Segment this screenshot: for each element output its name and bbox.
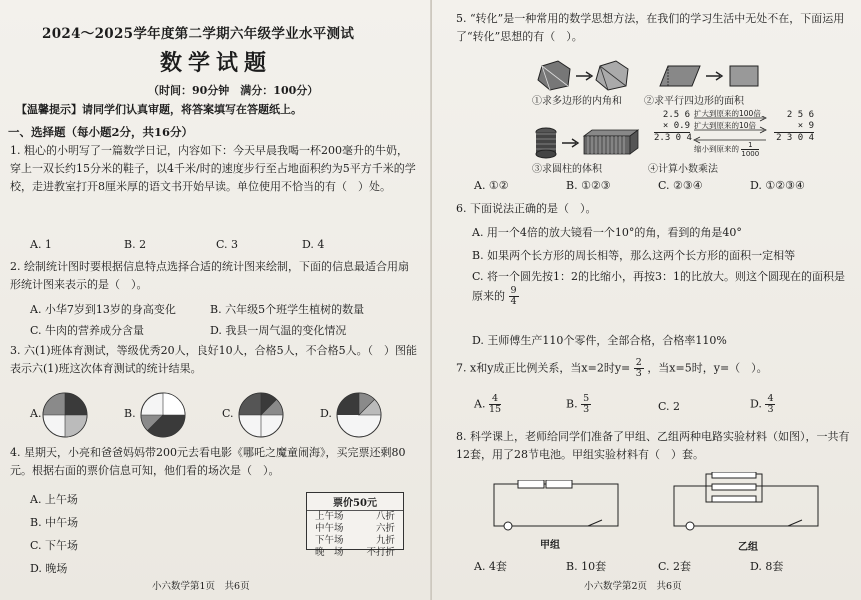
q5-caption-4: ④计算小数乘法 — [648, 164, 718, 175]
tip — [16, 101, 302, 117]
q7-fraction: $\frac{2}{3}$ — [635, 357, 642, 379]
q7-option-c[interactable]: C. 2 — [658, 400, 681, 413]
polygon-icon — [536, 60, 636, 92]
q4-option-a[interactable]: A. 上午场 — [30, 493, 78, 506]
pie-chart-d-icon — [334, 390, 384, 440]
circuit-b-label: 乙组 — [738, 542, 758, 553]
q5-option-a[interactable]: A. ①② — [474, 179, 509, 192]
ticket-row: 中午场 六折 — [315, 523, 395, 534]
question-5: 5. “转化”是一种常用的数学思想方法，在我们的学习生活中无处不在，下面运用了“转化”思想的有（ ）。 — [456, 12, 845, 43]
q1-option-d[interactable]: D. 4 — [302, 238, 325, 251]
q5-caption-3: ③求圆柱的体积 — [532, 164, 602, 175]
q4-option-d[interactable]: D. 晚场 — [30, 562, 68, 575]
question-4: 4. 星期天，小亮和爸爸妈妈带200元去看电影《哪吒之魔童闹海》，买完票还剩80元。根据右面的票价信息可知，他们看的场次是（ ）。 — [10, 446, 406, 477]
ticket-price-box — [306, 492, 404, 558]
q1-option-b[interactable]: B. 2 — [124, 238, 147, 251]
q3-option-b[interactable]: B. — [124, 407, 136, 420]
calc-right: 2 5 6 × 9 2 3 0 4 — [774, 110, 814, 144]
exam-page-right — [432, 0, 861, 600]
q3-option-c[interactable]: C. — [222, 407, 234, 420]
arrow-label-2: 扩大到原来的10倍 — [694, 121, 757, 130]
circuit-a-icon — [488, 480, 628, 536]
tip-text: 请同学们认真审题，将答案填写在答题纸上。 — [82, 103, 302, 116]
question-7: 7. x和y成正比例关系，当x=2时y= $\frac{2}{3}$ ，当x=5时，y=（ ）。 — [456, 357, 768, 379]
q5-option-c[interactable]: C. ②③④ — [658, 179, 703, 192]
question-6: 6. 下面说法正确的是（ ）。 — [456, 202, 597, 215]
q2-option-c[interactable]: C. 牛肉的营养成分含量 — [30, 324, 145, 337]
q8-option-c[interactable]: C. 2套 — [658, 560, 692, 573]
pie-chart-c-icon — [236, 390, 286, 440]
question-1: 1. 粗心的小明写了一篇数学日记，内容如下：今天早晨我喝一杯200毫升的牛奶，穿上一双长约15分米的鞋子，以4千米/时的速度步行至占地面积约为5平方千米的学校，走进教室打开8厘米厚的语文书开始早读。单位使用不恰当的有（ ）处。 — [10, 144, 416, 193]
q8-option-a[interactable]: A. 4套 — [474, 560, 507, 573]
q6-option-c[interactable]: C. 将一个圆先按1：2的比缩小，再按3：1的比放大。则这个圆现在的面积是原来的 $\frac{9}{4}$ — [472, 270, 846, 307]
question-8: 8. 科学课上，老师给同学们准备了甲组、乙组两种电路实验材料（如图），一共有12套，用了28节电池。甲组实验材料有（ ）套。 — [456, 430, 850, 461]
q6-option-a[interactable]: A. 用一个4倍的放大镜看一个10°的角，看到的角是40° — [472, 226, 742, 239]
ticket-row: 上午场 八折 — [315, 511, 395, 522]
subject-title: 数学试题 — [160, 50, 273, 76]
q6-option-d[interactable]: D. 王师傅生产110个零件，全部合格，合格率110% — [472, 334, 727, 347]
q2-option-b[interactable]: B. 六年级5个班学生植树的数量 — [210, 303, 365, 316]
page-footer-left: 小六数学第1页 共6页 — [152, 581, 250, 592]
q3-option-a[interactable]: A. — [30, 407, 42, 420]
q2-option-a[interactable]: A. 小华7岁到13岁的身高变化 — [30, 303, 176, 316]
page-footer-right: 小六数学第2页 共6页 — [584, 581, 682, 592]
q3-option-d[interactable]: D. — [320, 407, 332, 420]
question-2: 2. 绘制统计图时要根据信息特点选择合适的统计图来绘制，下面的信息最适合用扇形统计图来表示的是（ ）。 — [10, 260, 409, 291]
q7-option-d[interactable]: D. $\frac{4}{3}$ — [750, 393, 774, 415]
conversion-arrows-icon — [692, 116, 772, 146]
arrow-label-1: 扩大到原来的100倍 — [694, 109, 761, 118]
circuit-a-label: 甲组 — [540, 540, 560, 551]
cylinder-icon — [532, 126, 642, 160]
q8-option-d[interactable]: D. 8套 — [750, 560, 784, 573]
time-score: （时间：90分钟 满分：100分） — [148, 84, 319, 97]
pie-chart-b-icon — [138, 390, 188, 440]
exam-title: 2024～2025学年度第二学期六年级学业水平测试 — [42, 26, 355, 42]
circuit-b-icon — [668, 472, 828, 534]
q7-option-a[interactable]: A. $\frac{4}{15}$ — [474, 393, 502, 415]
q4-option-b[interactable]: B. 中午场 — [30, 516, 79, 529]
decimal-multiplication-figure — [650, 108, 850, 160]
q8-option-b[interactable]: B. 10套 — [566, 560, 607, 573]
ticket-row: 晚 场 不打折 — [315, 547, 395, 558]
q4-option-c[interactable]: C. 下午场 — [30, 539, 79, 552]
q2-option-d[interactable]: D. 我县一周气温的变化情况 — [210, 324, 347, 337]
question-3: 3. 六(1)班体育测试，等级优秀20人，良好10人，合格5人，不合格5人。（ ）图能表示六(1)班这次体育测试的统计结果。 — [10, 344, 418, 375]
q1-option-c[interactable]: C. 3 — [216, 238, 239, 251]
arrow-label-3: 缩小到原来的 $\frac{1}{1000}$ — [694, 141, 760, 158]
ticket-row: 下午场 九折 — [315, 535, 395, 546]
q7-option-b[interactable]: B. $\frac{5}{3}$ — [566, 393, 590, 415]
ticket-title: 票价50元 — [307, 493, 403, 511]
q1-option-a[interactable]: A. 1 — [30, 238, 52, 251]
pie-chart-a-icon — [40, 390, 90, 440]
q5-caption-1: ①求多边形的内角和 — [532, 96, 622, 107]
parallelogram-icon — [650, 62, 762, 90]
q6-c-fraction: $\frac{9}{4}$ — [510, 285, 517, 307]
calc-left: 2.5 6 × 0.9 2.3 0 4 — [654, 110, 692, 143]
q6-option-b[interactable]: B. 如果两个长方形的周长相等，那么这两个长方形的面积一定相等 — [472, 249, 796, 262]
section-1-heading: 一、选择题（每小题2分，共16分） — [8, 125, 194, 139]
q5-option-d[interactable]: D. ①②③④ — [750, 179, 805, 192]
tip-label: 【温馨提示】 — [16, 103, 82, 116]
q5-caption-2: ②求平行四边形的面积 — [644, 96, 744, 107]
q5-option-b[interactable]: B. ①②③ — [566, 179, 611, 192]
